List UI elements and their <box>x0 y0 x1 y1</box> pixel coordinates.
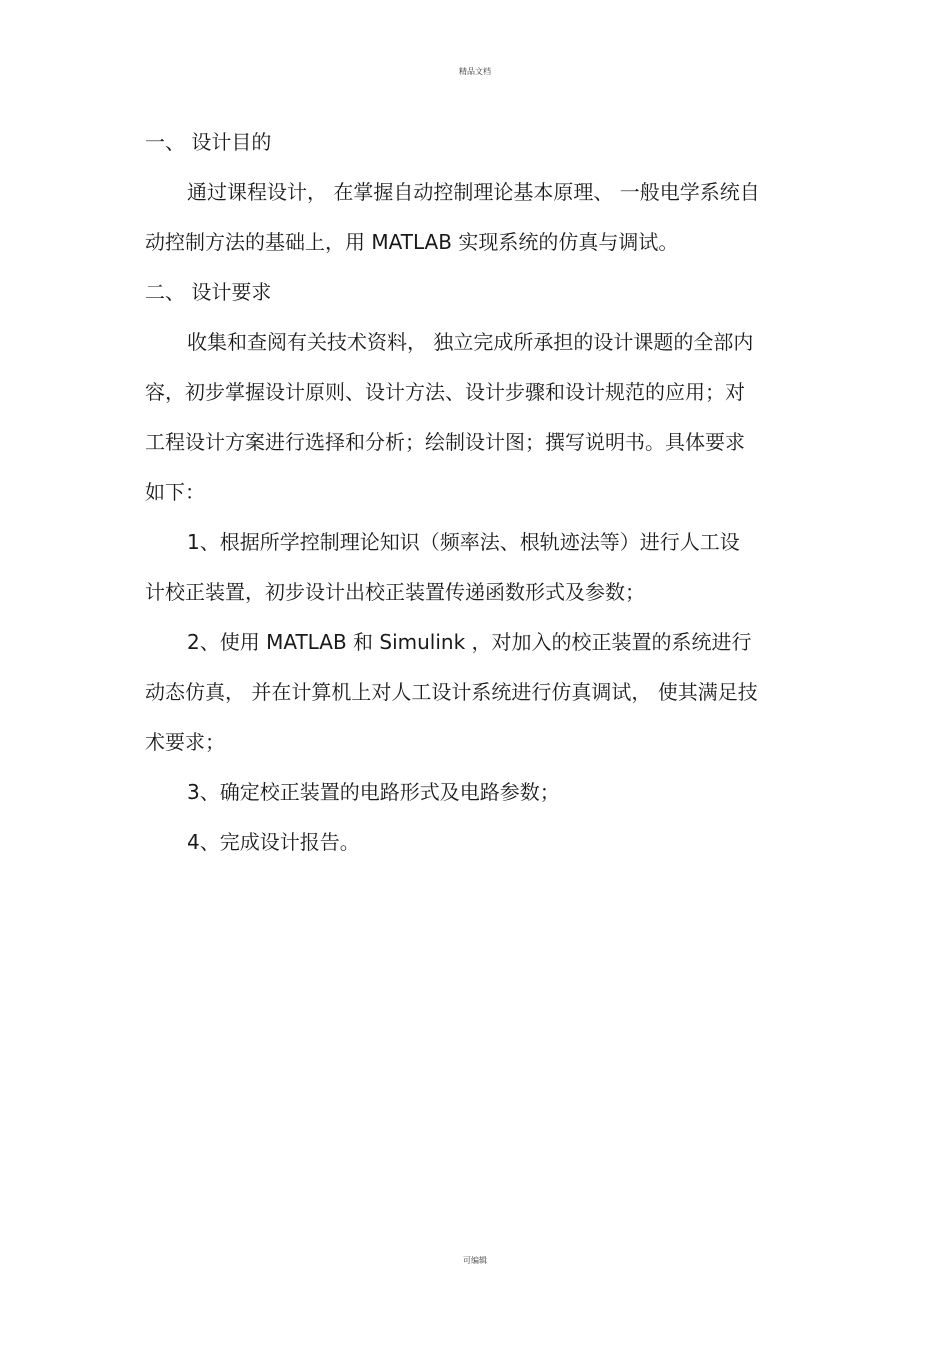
page-header-note: 精品文档 <box>459 67 491 76</box>
list-item-2-line: 动态仿真， 并在计算机上对人工设计系统进行仿真调试， 使其满足技 <box>145 680 758 704</box>
list-item-1-line: 1、根据所学控制理论知识（频率法、根轨迹法等）进行人工设 <box>187 530 740 554</box>
paragraph-line: 容，初步掌握设计原则、设计方法、设计步骤和设计规范的应用；对 <box>145 380 745 404</box>
paragraph-line: 如下： <box>145 480 205 504</box>
paragraph-line: 动控制方法的基础上，用 MATLAB 实现系统的仿真与调试。 <box>145 230 679 254</box>
list-item-4: 4、完成设计报告。 <box>187 830 360 854</box>
section-heading-design-purpose: 一、 设计目的 <box>145 130 272 154</box>
list-item-3: 3、确定校正装置的电路形式及电路参数； <box>187 780 560 804</box>
page-footer-note: 可编辑 <box>463 1256 487 1265</box>
section-heading-design-requirements: 二、 设计要求 <box>145 280 272 304</box>
paragraph-line: 收集和查阅有关技术资料， 独立完成所承担的设计课题的全部内 <box>187 330 754 354</box>
document-body <box>145 126 815 876</box>
paragraph-line: 工程设计方案进行选择和分析；绘制设计图；撰写说明书。具体要求 <box>145 430 745 454</box>
list-item-1-line: 计校正装置，初步设计出校正装置传递函数形式及参数； <box>145 580 645 604</box>
list-item-2-line: 术要求； <box>145 730 225 754</box>
list-item-2-line: 2、使用 MATLAB 和 Simulink ，对加入的校正装置的系统进行 <box>187 630 752 654</box>
paragraph-line: 通过课程设计， 在掌握自动控制理论基本原理、 一般电学系统自 <box>187 180 760 204</box>
